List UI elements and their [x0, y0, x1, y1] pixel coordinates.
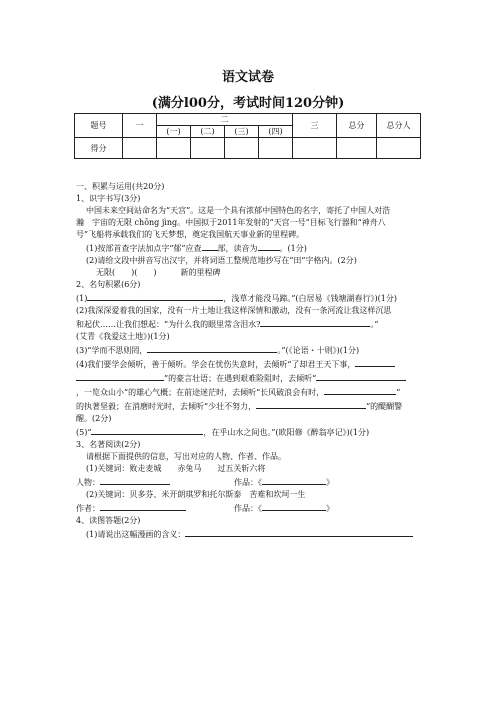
header-scorer: 总分人: [377, 114, 421, 138]
answer-blank[interactable]: [355, 357, 395, 367]
answer-blank[interactable]: [260, 317, 370, 327]
answer-blank[interactable]: [258, 241, 280, 251]
score-table: [74, 113, 421, 159]
question-line: 的执著坚毅；在消磨时光时，去倾听“少壮不努力， ”的醍醐警: [76, 399, 420, 413]
answer-blank[interactable]: [256, 399, 366, 409]
exam-subtitle: (满分l00分，考试时间120分钟): [151, 96, 345, 111]
score-cell[interactable]: [123, 138, 157, 159]
question-line: ，一览众山小”的雄心气概；在前途迷茫时，去倾听“长风破浪会有时， ”: [76, 385, 420, 399]
question-line: 和起伏……让我们想起：“为什么我的眼里常含泪水? 。”: [76, 317, 420, 331]
header-total-score: 总分: [337, 114, 377, 138]
score-row-label: 得分: [75, 138, 123, 159]
sub-header-2: (二): [191, 126, 225, 138]
header-part-three: 三: [293, 114, 337, 138]
header-part-two: 二: [157, 114, 293, 126]
question-line: (4)我们要学会倾听，善于倾听。学会在忧伤失意时，去倾听“了却君王天下事，: [76, 357, 420, 371]
sub-header-1: (一): [157, 126, 191, 138]
question-line: (2)我深深爱着我的国家，没有一片土地让我这样深情和激动，没有一条河流让我这样沉思: [76, 306, 392, 315]
question-heading: 3、名著阅读(2分): [76, 440, 141, 449]
answer-blank[interactable]: [262, 501, 326, 511]
question-heading: 4、读图答题(2分): [76, 516, 141, 525]
question-line: (艾青《我爱这土地》)(1分): [76, 332, 170, 341]
exam-body: [76, 181, 420, 541]
question-heading: 2、名句积累(6分): [76, 280, 141, 289]
question-line: (2)请给文段中拼音写出汉字，并将词语工整规范地抄写在“田”字格内。(2分): [86, 256, 357, 265]
question-line: (1)按部首查字法加点字“郁”应查 部，读音为 。(1分): [76, 241, 420, 255]
question-line: 请根据下面提供的信息，写出对应的人物、作者、作品。: [86, 452, 286, 461]
exam-title: 语文试卷: [221, 70, 274, 85]
question-line: (1) ，浅草才能没马蹄。”(白居易《钱塘湖春行》)(1分): [76, 291, 420, 305]
score-cell[interactable]: [337, 138, 377, 159]
sub-header-4: (四): [259, 126, 293, 138]
answer-blank[interactable]: [76, 371, 164, 381]
question-line: 作者： 作品：《 》: [76, 501, 420, 515]
score-cell[interactable]: [191, 138, 225, 159]
score-cell[interactable]: [259, 138, 293, 159]
answer-blank[interactable]: [262, 475, 326, 485]
answer-blank[interactable]: [324, 385, 396, 395]
score-cell[interactable]: [157, 138, 191, 159]
question-line: 人物： 作品：《 》: [76, 475, 420, 489]
header-part-one: 一: [123, 114, 157, 138]
question-line: (1)请说出这幅漫画的含义：: [76, 527, 420, 541]
question-line: 无限( )( ) 新的里程碑: [96, 268, 221, 277]
passage-line: 瀚 宇宙的无限 chōng jìng。中国拟于2011年发射的“天宫一号”目标飞行器和“神舟八: [76, 218, 386, 227]
question-line: (1)关键词：败走麦城 赤兔马 过五关斩六将: [86, 464, 266, 473]
score-cell[interactable]: [225, 138, 259, 159]
answer-blank[interactable]: [147, 343, 277, 353]
question-line: (3)“学而不思则罔， 。”(《论语・十则》)(1分): [76, 343, 420, 357]
question-line: 醒。(2分): [76, 414, 112, 423]
score-cell[interactable]: [293, 138, 337, 159]
section-heading: 一、积累与运用(共20分): [76, 182, 165, 191]
passage-line: 号”飞船将承载我们的飞天梦想，奠定我国航天事业新的里程碑。: [76, 230, 305, 239]
score-cell[interactable]: [377, 138, 421, 159]
answer-blank[interactable]: [202, 241, 218, 251]
passage-line: 中国未来空间站命名为“天宫”。这是一个具有浓郁中国特色的名字，寄托了中国人对浩: [86, 206, 391, 215]
answer-blank[interactable]: [100, 475, 170, 485]
answer-blank[interactable]: [87, 291, 223, 301]
sub-header-3: (三): [225, 126, 259, 138]
answer-blank[interactable]: [316, 371, 406, 381]
question-line: (5)“ ，在乎山水之间也。”(欧阳修《醉翁亭记》)(1分): [76, 425, 420, 439]
header-question-number: 题号: [75, 114, 123, 138]
answer-blank[interactable]: [91, 425, 203, 435]
question-heading: 1、识字书写(3分): [76, 194, 141, 203]
answer-blank[interactable]: [185, 527, 413, 537]
pinyin: ōng jìng: [144, 218, 178, 227]
question-line: ”的豪言壮语；在遇到艰难险阻时，去倾听“: [76, 371, 420, 385]
answer-blank[interactable]: [100, 501, 186, 511]
question-line: (2)关键词：贝多芬、米开朗琪罗和托尔斯泰 苦难和坎坷一生: [86, 490, 306, 499]
